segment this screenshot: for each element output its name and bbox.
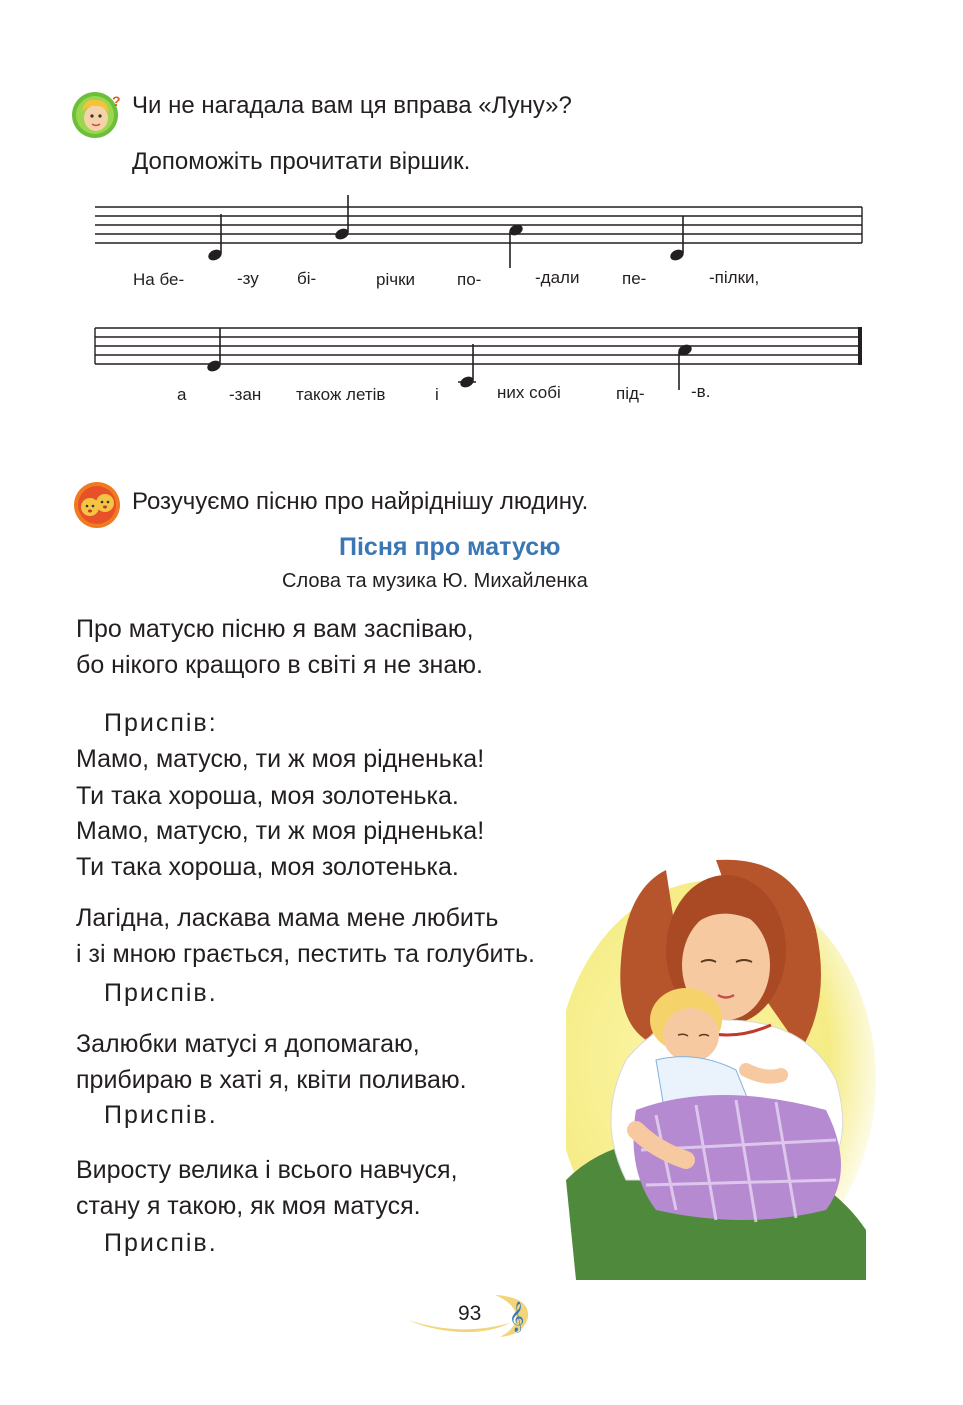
verse-line: Про матусю пісню я вам заспіваю, (76, 615, 474, 643)
song-title: Пісня про матусю (339, 533, 561, 561)
staff2-syllable: і (435, 385, 439, 404)
chorus-reference: Приспів. (104, 1229, 218, 1257)
note-3 (508, 223, 525, 268)
staff1-syllable: бі- (297, 269, 317, 288)
task1-instruction: Допоможіть прочитати віршик. (132, 148, 471, 175)
treble-clef-icon: 𝄞 (509, 1302, 525, 1332)
mother-and-child-illustration (566, 850, 876, 1280)
svg-text:?: ? (112, 93, 121, 109)
chorus-reference: Приспів. (104, 979, 218, 1007)
verse-line: прибираю в хаті я, квіти поливаю. (76, 1066, 467, 1094)
note-2 (334, 195, 351, 241)
staff1-syllable: -пілки, (709, 268, 760, 287)
verse-line: Залюбки матусі я допомагаю, (76, 1030, 420, 1058)
note-6 (458, 344, 476, 389)
staff1-syllable: -зу (237, 269, 259, 288)
staff1-syllable: пе- (622, 269, 647, 288)
chorus-line: Мамо, матусю, ти ж моя рідненька! (76, 745, 485, 773)
chorus-reference: Приспів. (104, 1101, 218, 1129)
note-5 (206, 328, 223, 373)
task1-question: Чи не нагадала вам ця вправа «Луну»? (132, 92, 572, 119)
note-1 (207, 214, 224, 262)
music-staff-1 (0, 190, 963, 270)
verse-line: Лагідна, ласкава мама мене любить (76, 904, 499, 932)
verse-line: Виросту велика і всього навчуся, (76, 1156, 458, 1184)
task2-instruction: Розучуємо пісню про найріднішу людину. (132, 488, 589, 515)
child-face-icon (70, 88, 122, 140)
verse-line: бо нікого кращого в світі я не знаю. (76, 651, 483, 679)
staff1-syllable: річки (376, 270, 416, 289)
staff1-syllable: по- (457, 270, 482, 289)
staff2-syllable: також летів (296, 385, 386, 404)
staff2-syllable: -в. (691, 382, 711, 401)
singing-kids-icon (72, 480, 122, 530)
chorus-label: Приспів: (104, 709, 218, 737)
staff1-syllable: -дали (535, 268, 580, 287)
staff2-syllable: них собі (497, 383, 561, 402)
note-4 (669, 216, 686, 262)
staff2-syllable: під- (616, 384, 645, 403)
chorus-line: Ти така хороша, моя золотенька. (76, 853, 459, 881)
staff2-syllable: а (177, 385, 187, 404)
chorus-line: Ти така хороша, моя золотенька. (76, 782, 459, 810)
music-staff-2 (0, 318, 963, 398)
staff2-syllable: -зан (229, 385, 262, 404)
page-number: 93 (458, 1302, 482, 1325)
verse-line: і зі мною грається, пестить та голубить. (76, 940, 535, 968)
verse-line: стану я такою, як моя матуся. (76, 1192, 421, 1220)
chorus-line: Мамо, матусю, ти ж моя рідненька! (76, 817, 485, 845)
song-subtitle: Слова та музика Ю. Михайленка (282, 570, 588, 592)
staff1-syllable: На бе- (133, 270, 185, 289)
